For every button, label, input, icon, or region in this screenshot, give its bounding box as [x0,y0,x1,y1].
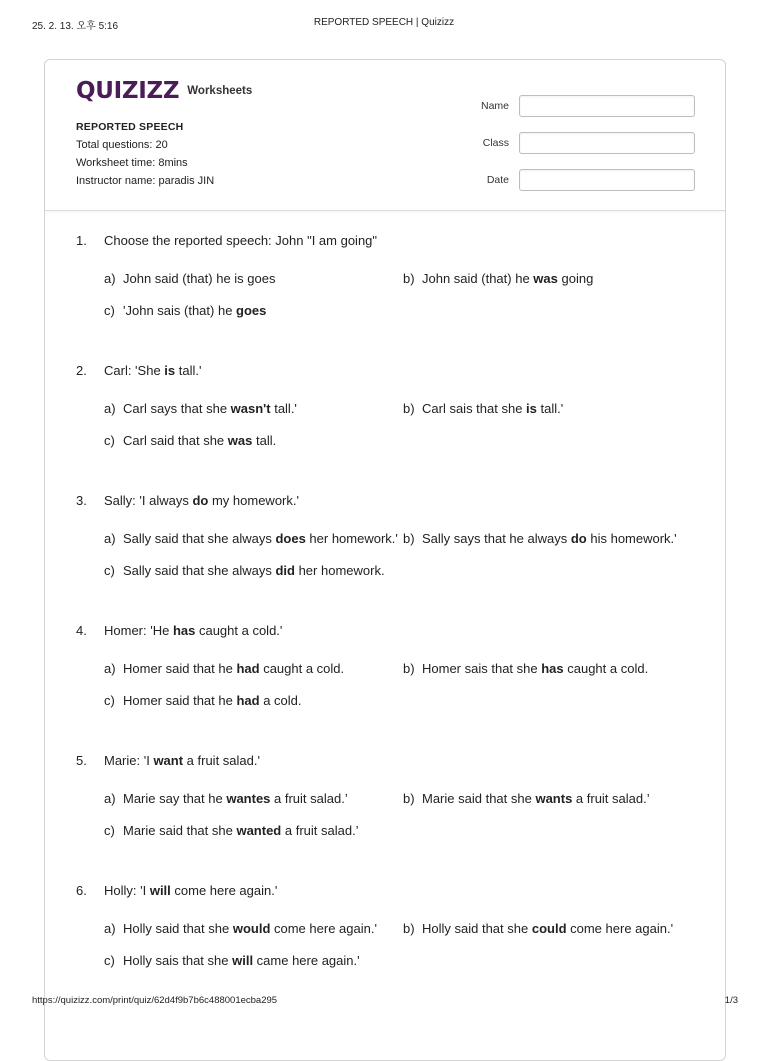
text-segment: come here again.' [170,883,278,898]
option-letter: c) [104,953,115,968]
option-text [422,268,593,290]
option-letter: c) [104,303,115,318]
option-a [104,398,403,420]
text-segment: come here again.' [270,921,377,936]
question-number: 4. [76,623,87,638]
print-datetime: 25. 2. 13. 오후 5:16 [32,21,119,32]
class-input[interactable] [519,132,695,154]
emphasis-text: would [232,921,271,936]
option-letter: c) [104,693,115,708]
text-segment: Choose the reported speech: John "I am going" [104,233,378,248]
print-header [0,17,768,31]
text-segment: his homework.' [586,531,677,546]
option-letter: b) [403,791,415,806]
text-segment: came here again.' [253,953,360,968]
question-3 [76,492,706,582]
text-segment: caught a cold. [259,661,345,676]
option-c [104,300,403,322]
emphasis-text: is [526,401,537,416]
emphasis-text: has [541,661,564,676]
option-letter: b) [403,531,415,546]
emphasis-text: had [236,661,260,676]
text-segment: Homer sais that she [422,661,542,676]
text-segment: caught a cold. [563,661,649,676]
option-b [403,398,703,420]
option-a [104,528,403,550]
text-segment: my homework.' [208,493,299,508]
option-letter: c) [104,823,115,838]
text-segment: Marie said that she [123,823,237,838]
option-c [104,690,403,712]
emphasis-text: do [192,493,209,508]
option-a [104,788,403,810]
question-6 [76,882,706,972]
option-text [422,918,673,940]
name-field-row [469,87,695,124]
name-input[interactable] [519,95,695,117]
date-input[interactable] [519,169,695,191]
emphasis-text: will [232,953,254,968]
option-text [123,950,360,972]
option-text [123,658,344,680]
text-segment: Carl: 'She [104,363,165,378]
brand [76,78,252,104]
question-stem [76,362,706,380]
student-fields [469,87,695,198]
option-text [123,690,302,712]
option-b [403,528,703,550]
question-list [76,232,706,972]
text-segment: Sally: 'I always [104,493,193,508]
text-segment: Holly said that she [123,921,233,936]
question-number: 2. [76,363,87,378]
answer-options [104,268,706,322]
option-b [403,788,703,810]
text-segment: John said (that) he is goes [123,271,276,286]
option-letter: c) [104,433,115,448]
option-text [422,658,648,680]
text-segment: tall.' [536,401,564,416]
option-a [104,918,403,940]
question-text [104,232,377,250]
option-letter: a) [104,401,116,416]
question-text [104,492,299,510]
option-c [104,950,403,972]
emphasis-text: was [227,433,253,448]
emphasis-text: wantes [226,791,271,806]
date-field-row [469,161,695,198]
class-field-row [469,124,695,161]
text-segment: Holly said that she [422,921,532,936]
option-b [403,268,703,290]
emphasis-text: goes [236,303,267,318]
instructor-name: Instructor name: paradis JIN [76,175,215,187]
print-page-title: REPORTED SPEECH | Quizizz [313,17,455,28]
question-stem [76,492,706,510]
question-stem [76,232,706,250]
class-label: Class [482,136,509,149]
text-segment: Homer said that he [123,661,237,676]
worksheet-meta [76,118,214,190]
option-text [123,430,276,452]
emphasis-text: does [275,531,306,546]
emphasis-text: want [153,753,184,768]
option-text [123,788,348,810]
question-4 [76,622,706,712]
question-stem [76,622,706,640]
text-segment: John said (that) he [422,271,534,286]
option-text [123,268,275,290]
emphasis-text: could [531,921,567,936]
text-segment: Marie: 'I [104,753,154,768]
text-segment: 'John sais (that) he [123,303,237,318]
option-text [123,560,385,582]
answer-options [104,918,706,972]
emphasis-text: was [533,271,558,286]
question-text [104,362,201,380]
option-letter: b) [403,271,415,286]
option-text [422,528,677,550]
text-segment: Holly: 'I [104,883,150,898]
emphasis-text: will [149,883,171,898]
emphasis-text: wants [535,791,573,806]
worksheet-title: REPORTED SPEECH [76,121,184,133]
question-number: 3. [76,493,87,508]
worksheet-header [45,60,725,211]
option-letter: b) [403,661,415,676]
text-segment: a fruit salad.’ [572,791,650,806]
option-text [422,398,563,420]
text-segment: Carl said that she [123,433,228,448]
text-segment: Sally said that she always [123,531,276,546]
option-letter: a) [104,791,116,806]
text-segment: Marie said that she [422,791,536,806]
page-number: 1/3 [724,995,738,1006]
question-2 [76,362,706,452]
option-a [104,658,403,680]
question-number: 6. [76,883,87,898]
date-label: Date [486,173,509,186]
question-number: 5. [76,753,87,768]
text-segment: tall.' [270,401,297,416]
text-segment: caught a cold.' [195,623,283,638]
emphasis-text: did [275,563,295,578]
option-text [422,788,650,810]
text-segment: going [557,271,594,286]
option-letter: a) [104,661,116,676]
emphasis-text: do [570,531,587,546]
text-segment: Carl says that she [123,401,231,416]
text-segment: Carl sais that she [422,401,527,416]
text-segment: her homework. [294,563,385,578]
option-letter: a) [104,921,116,936]
answer-options [104,398,706,452]
text-segment: tall.' [175,363,202,378]
text-segment: a fruit salad.’ [281,823,359,838]
option-c [104,430,403,452]
product-name: Worksheets [187,85,253,97]
question-1 [76,232,706,322]
option-letter: c) [104,563,115,578]
quizizz-logo: QUIZIZZ [76,78,180,104]
option-b [403,918,703,940]
question-5 [76,752,706,842]
text-segment: Marie say that he [123,791,227,806]
question-stem [76,882,706,900]
option-text [123,300,266,322]
text-segment: Holly sais that she [123,953,233,968]
option-text [123,820,359,842]
worksheet [44,59,726,1061]
option-letter: b) [403,401,415,416]
emphasis-text: had [236,693,260,708]
text-segment: come here again.' [566,921,674,936]
option-text [123,528,398,550]
answer-options [104,528,706,582]
print-footer [0,995,768,1009]
text-segment: a fruit salad.' [183,753,260,768]
emphasis-text: has [172,623,196,638]
worksheet-time: Worksheet time: 8mins [76,157,188,169]
text-segment: Sally said that she always [123,563,276,578]
option-a [104,268,403,290]
total-questions: Total questions: 20 [76,139,168,151]
option-c [104,560,403,582]
option-text [123,398,297,420]
option-text [123,918,377,940]
text-segment: tall. [252,433,277,448]
question-text [104,882,277,900]
question-number: 1. [76,233,87,248]
question-stem [76,752,706,770]
answer-options [104,788,706,842]
answer-options [104,658,706,712]
text-segment: her homework.' [305,531,398,546]
text-segment: Homer: 'He [104,623,173,638]
text-segment: Homer said that he [123,693,237,708]
option-letter: b) [403,921,415,936]
option-c [104,820,403,842]
name-label: Name [480,99,509,112]
emphasis-text: wanted [236,823,282,838]
emphasis-text: is [164,363,176,378]
text-segment: Sally says that he always [422,531,571,546]
option-letter: a) [104,531,116,546]
text-segment: a fruit salad.’ [270,791,348,806]
text-segment: a cold. [259,693,302,708]
print-url: https://quizizz.com/print/quiz/62d4f9b7b6c488001ecba295 [32,995,278,1006]
question-text [104,622,282,640]
question-text [104,752,260,770]
emphasis-text: wasn't [230,401,271,416]
option-b [403,658,703,680]
option-letter: a) [104,271,116,286]
